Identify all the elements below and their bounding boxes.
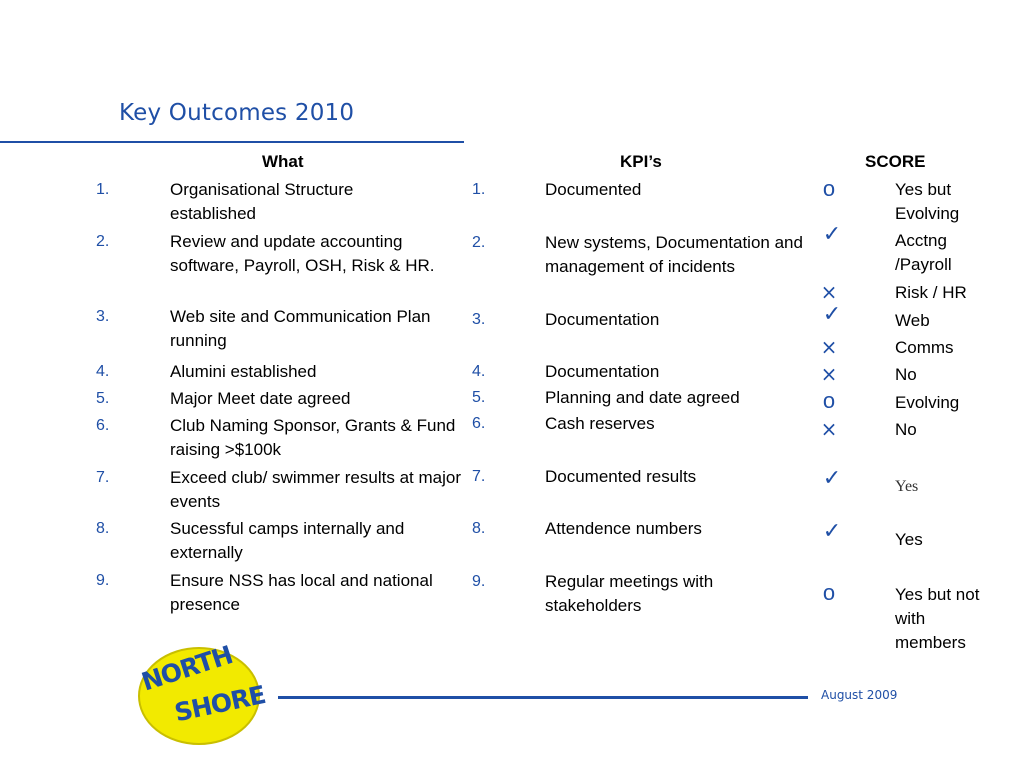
what-row-9-number: 9. [96,572,110,589]
what-row-6-text: Club Naming Sponsor, Grants & Fund raising >$100k [170,416,456,459]
cross-icon: × [820,362,838,386]
score-10-text: Yes [895,530,923,549]
kpi-row-7-number: 7. [472,468,486,485]
score-7-text: Evolving [895,393,960,412]
what-row-2-text: Review and update accounting software, Payroll, OSH, Risk & HR. [170,232,435,275]
kpi-row-8-text: Attendence numbers [545,519,702,538]
circle-o-icon: o [822,580,836,605]
kpi-row-5-text: Planning and date agreed [545,388,740,407]
what-row-9-text: Ensure NSS has local and national presence [170,571,433,614]
score-5-text: Comms [895,338,954,357]
score-4-text: Web [895,311,930,330]
checkmark-icon: ✓ [822,302,842,327]
kpi-row-1-text: Documented [545,180,642,199]
kpi-row-9-number: 9. [472,573,486,590]
what-row-3-text: Web site and Communication Plan running [170,307,431,350]
footer-rule [278,696,808,699]
cross-icon: × [820,417,838,441]
checkmark-icon: ✓ [822,466,842,491]
kpi-row-3-number: 3. [472,311,486,328]
score-6-text: No [895,365,917,384]
what-row-5-number: 5. [96,390,110,407]
kpi-row-4-number: 4. [472,363,486,380]
checkmark-icon: ✓ [822,519,842,544]
what-row-4-number: 4. [96,363,110,380]
score-8-text: No [895,420,917,439]
score-2-text: Acctng /Payroll [895,231,952,274]
north-shore-logo [128,640,270,747]
what-row-7-number: 7. [96,469,110,486]
kpi-row-1-number: 1. [472,181,486,198]
kpi-row-4-text: Documentation [545,362,660,381]
cross-icon: × [820,280,838,304]
header-kpi: KPI’s [620,152,662,171]
score-11-text: Yes but not with members [895,585,980,652]
score-3-text: Risk / HR [895,283,967,302]
slide-title: Key Outcomes 2010 [119,100,355,126]
circle-o-icon: o [822,176,836,201]
score-9-text: Yes [895,478,919,495]
what-row-7-text: Exceed club/ swimmer results at major events [170,468,461,511]
header-what: What [262,152,304,171]
kpi-row-8-number: 8. [472,520,486,537]
what-row-3-number: 3. [96,308,110,325]
what-row-8-text: Sucessful camps internally and externally [170,519,405,562]
what-row-4-text: Alumini established [170,362,317,381]
what-row-2-number: 2. [96,233,110,250]
kpi-row-3-text: Documentation [545,310,660,329]
what-row-5-text: Major Meet date agreed [170,389,351,408]
title-underline [0,141,464,143]
kpi-row-6-number: 6. [472,415,486,432]
what-row-6-number: 6. [96,417,110,434]
cross-icon: × [820,335,838,359]
kpi-row-9-text: Regular meetings with stakeholders [545,572,714,615]
circle-o-icon: o [822,388,836,413]
score-1-text: Yes but Evolving [895,180,960,223]
kpi-row-6-text: Cash reserves [545,414,655,433]
logo-line-2: SHORE [172,679,268,728]
header-score: SCORE [865,152,926,171]
kpi-row-2-text: New systems, Documentation and management of incidents [545,233,803,276]
footer-date: August 2009 [821,688,898,702]
checkmark-icon: ✓ [822,222,842,247]
logo-line-1: NORTH [138,640,236,697]
kpi-row-2-number: 2. [472,234,486,251]
what-row-1-text: Organisational Structure established [170,180,354,223]
kpi-row-7-text: Documented results [545,467,697,486]
what-row-1-number: 1. [96,181,110,198]
kpi-row-5-number: 5. [472,389,486,406]
what-row-8-number: 8. [96,520,110,537]
